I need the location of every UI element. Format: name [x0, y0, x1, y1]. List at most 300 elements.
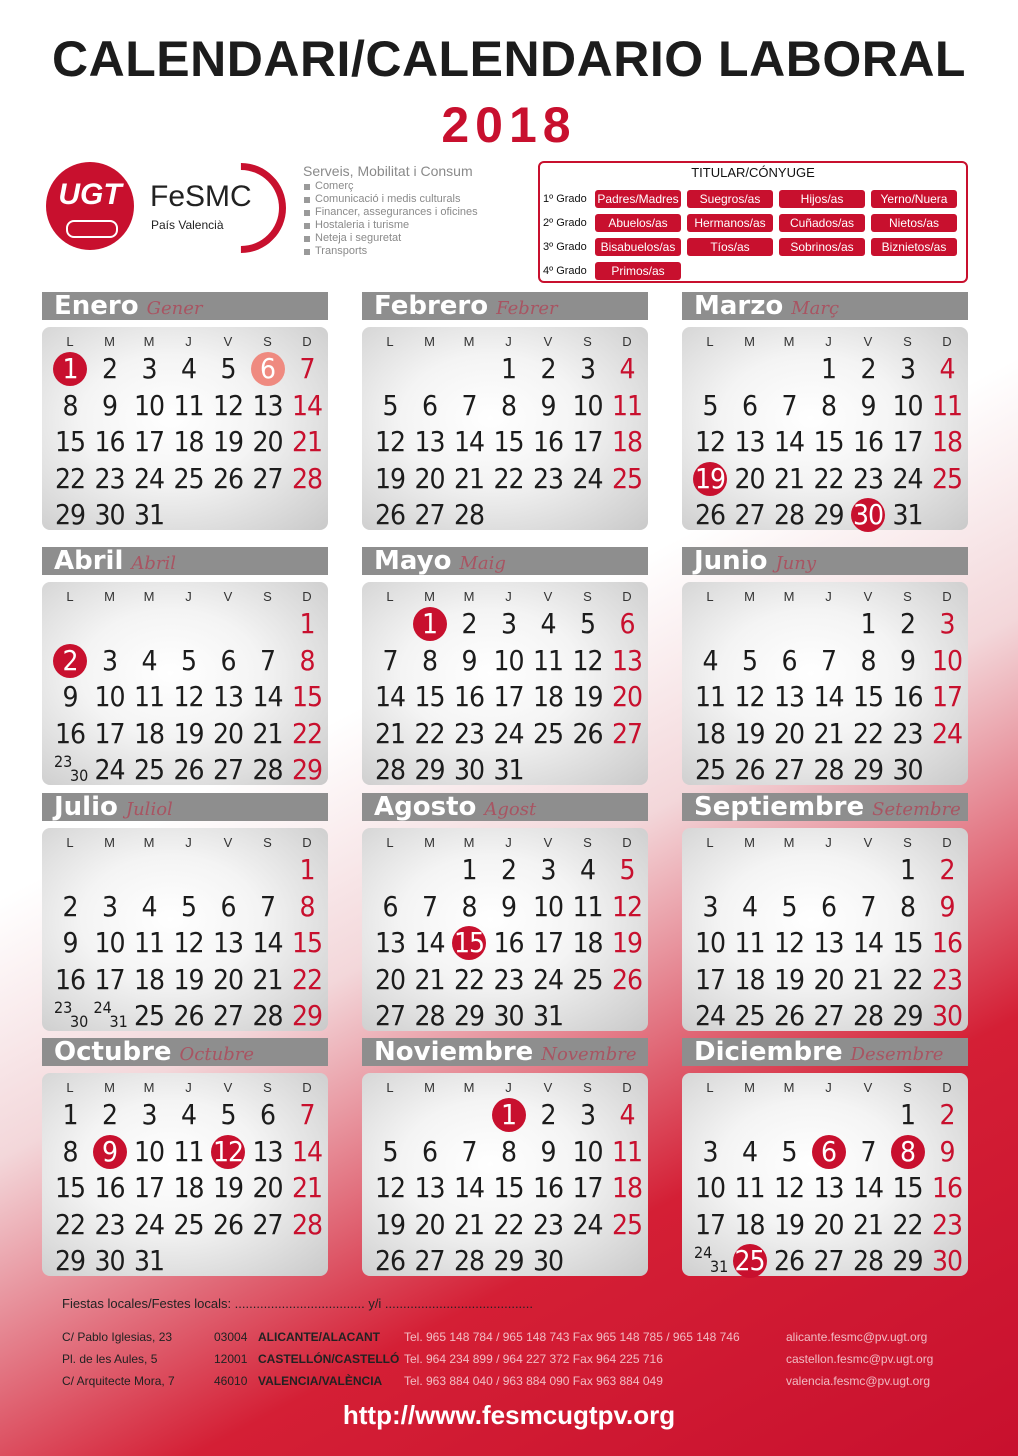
- day-cell: 17: [532, 926, 564, 959]
- day-cell: 15: [892, 1171, 923, 1204]
- weekday-label: D: [622, 589, 632, 604]
- weekday-label: L: [386, 589, 394, 604]
- day-cell: 13: [212, 926, 244, 959]
- day-cell: 30: [453, 753, 485, 786]
- day-cell: 21: [291, 425, 323, 458]
- day-cell: 22: [54, 1207, 86, 1241]
- sector-item: Neteja i seguretat: [303, 232, 478, 245]
- day-cell: 2: [939, 853, 955, 886]
- weekday-label: S: [903, 334, 912, 349]
- day-cell: 11: [734, 1171, 765, 1204]
- day-cell: 30: [931, 1244, 963, 1277]
- page-title: CALENDARI/CALENDARIO LABORAL: [52, 31, 966, 87]
- day-cell: 18: [532, 680, 564, 713]
- weekday-label: M: [104, 1080, 115, 1095]
- kinship-cell: Sobrinos/as: [779, 238, 865, 256]
- day-cell: 3: [141, 352, 157, 385]
- day-cell: 8: [860, 643, 876, 677]
- day-cell: 17: [94, 962, 125, 996]
- sector-item: Financer, assegurances i oficines: [303, 206, 478, 219]
- day-cell: 14: [852, 926, 884, 959]
- day-cell: 27: [414, 1244, 445, 1277]
- day-cell: 18: [133, 962, 165, 996]
- day-cell: 11: [694, 680, 726, 713]
- day-cell: 28: [813, 753, 844, 786]
- day-cell: 14: [291, 388, 323, 422]
- month-header: [42, 793, 328, 821]
- day-cell: 9: [899, 643, 916, 677]
- day-cell: 29: [453, 999, 485, 1032]
- day-cell: 19: [611, 926, 643, 959]
- day-cell: 27: [813, 1244, 844, 1277]
- month-diciembre: [682, 1038, 968, 1278]
- day-cell: 2: [101, 1098, 118, 1131]
- holiday-day: 12: [208, 1134, 248, 1170]
- day-cell: 10: [892, 388, 923, 422]
- weekday-label: J: [505, 1080, 512, 1095]
- day-cell: 26: [773, 999, 805, 1032]
- day-cell: 26: [374, 1244, 406, 1277]
- month-name-es: Noviembre: [374, 1037, 534, 1067]
- split-day-cell: 23 30: [54, 752, 89, 785]
- day-cell: 19: [173, 962, 204, 996]
- day-cell: 8: [299, 889, 315, 923]
- weekday-label: J: [825, 835, 832, 850]
- day-cell: 25: [173, 461, 204, 495]
- day-cell: 23: [532, 1207, 564, 1241]
- day-cell: 25: [133, 753, 165, 786]
- day-cell: 7: [382, 643, 398, 677]
- day-cell: 25: [931, 461, 963, 495]
- day-cell: 19: [374, 1207, 406, 1241]
- weekday-label: V: [223, 1080, 233, 1095]
- month-febrero: [362, 292, 648, 532]
- phone-text: Tel. 965 148 784 / 965 148 743 Fax 965 148 785 / 965 148 746: [404, 1330, 740, 1344]
- weekday-label: D: [302, 334, 312, 349]
- day-cell: 7: [860, 889, 876, 923]
- day-cell: 28: [852, 999, 884, 1032]
- kinship-grade-label: 2º Grado: [543, 217, 587, 229]
- day-cell: 18: [572, 926, 603, 959]
- day-cell: 15: [493, 425, 524, 458]
- holiday-day: 15: [449, 925, 489, 961]
- day-cell: 19: [773, 1207, 805, 1241]
- day-cell: 11: [572, 889, 603, 923]
- kinship-cell: Primos/as: [595, 262, 681, 280]
- day-cell: 2: [62, 889, 78, 923]
- day-cell: 26: [212, 1207, 244, 1241]
- day-cell: 2: [461, 607, 477, 640]
- day-cell: 2: [939, 1098, 955, 1131]
- day-cell: 4: [741, 889, 758, 923]
- weekday-label: L: [386, 835, 394, 850]
- email-text[interactable]: castellon.fesmc@pv.ugt.org: [786, 1352, 934, 1366]
- day-cell: 7: [259, 643, 276, 677]
- day-cell: 13: [414, 425, 445, 458]
- holiday-day: 9: [90, 1134, 130, 1170]
- day-cell: 10: [94, 680, 125, 713]
- day-cell: 11: [611, 1134, 643, 1168]
- day-cell: 19: [773, 962, 805, 996]
- weekday-label: L: [66, 334, 74, 349]
- weekday-label: M: [104, 835, 115, 850]
- month-header: [362, 1038, 648, 1066]
- day-cell: 23: [931, 1207, 963, 1241]
- day-cell: 18: [611, 425, 643, 458]
- day-cell: 26: [572, 716, 603, 750]
- weekday-label: V: [223, 334, 233, 349]
- month-name-va: Agost: [484, 799, 537, 820]
- day-cell: 17: [133, 1171, 165, 1204]
- day-cell: 14: [374, 680, 406, 713]
- phone-text: Tel. 964 234 899 / 964 227 372 Fax 964 225 716: [404, 1352, 663, 1366]
- day-cell: 15: [54, 1171, 86, 1204]
- kinship-cell: Hijos/as: [779, 190, 865, 208]
- weekday-label: D: [622, 1080, 632, 1095]
- day-cell: 23: [493, 962, 524, 996]
- day-cell: 17: [694, 962, 726, 996]
- day-cell: 10: [931, 643, 963, 677]
- weekday-label: M: [463, 835, 475, 850]
- kinship-cell: Tíos/as: [687, 238, 773, 256]
- weekday-label: J: [505, 589, 512, 604]
- kinship-cell: Padres/Madres: [595, 190, 681, 208]
- day-cell: 26: [694, 498, 726, 531]
- weekday-label: J: [505, 334, 512, 349]
- month-header: [682, 547, 968, 575]
- day-cell: 15: [414, 680, 445, 713]
- day-cell: 7: [259, 889, 276, 923]
- day-cell: 3: [141, 1098, 157, 1131]
- day-cell: 14: [773, 425, 805, 458]
- day-cell: 17: [572, 425, 603, 458]
- day-cell: 21: [453, 461, 485, 495]
- day-cell: 3: [899, 352, 916, 385]
- holiday-day: 2: [50, 643, 90, 679]
- month-name-va: Abril: [131, 553, 177, 574]
- day-cell: 13: [813, 1171, 844, 1204]
- day-cell: 31: [133, 498, 165, 531]
- day-cell: 27: [414, 498, 445, 531]
- day-cell: 6: [421, 1134, 438, 1168]
- day-cell: 18: [734, 962, 765, 996]
- day-cell: 8: [500, 388, 517, 422]
- month-header: [42, 1038, 328, 1066]
- day-cell: 5: [180, 889, 197, 923]
- weekday-label: M: [463, 334, 475, 349]
- weekday-label: S: [903, 589, 912, 604]
- day-cell: 6: [220, 889, 236, 923]
- day-cell: 1: [899, 853, 916, 886]
- day-cell: 12: [694, 425, 726, 458]
- day-cell: 23: [94, 1207, 125, 1241]
- email-text[interactable]: alicante.fesmc@pv.ugt.org: [786, 1330, 928, 1344]
- day-cell: 26: [611, 962, 643, 996]
- day-cell: 17: [892, 425, 923, 458]
- city-text: VALENCIA/VALÈNCIA: [258, 1374, 383, 1388]
- weekday-label: S: [583, 1080, 592, 1095]
- day-cell: 12: [572, 643, 603, 677]
- day-cell: 11: [133, 926, 165, 959]
- day-cell: 5: [781, 1134, 797, 1168]
- day-cell: 17: [94, 716, 125, 750]
- day-cell: 22: [291, 716, 323, 750]
- day-cell: 7: [299, 1098, 315, 1131]
- day-cell: 28: [414, 999, 445, 1032]
- day-cell: 22: [852, 716, 884, 750]
- day-cell: 9: [540, 1134, 556, 1168]
- day-cell: 13: [611, 643, 643, 677]
- kinship-cell: Nietos/as: [871, 214, 957, 232]
- sector-item: Comunicació i medis culturals: [303, 193, 478, 206]
- weekday-label: S: [263, 334, 272, 349]
- day-cell: 12: [773, 1171, 805, 1204]
- day-cell: 10: [694, 1171, 726, 1204]
- day-cell: 25: [133, 999, 165, 1032]
- weekday-label: L: [66, 1080, 74, 1095]
- day-cell: 18: [694, 716, 726, 750]
- month-agosto: [362, 793, 648, 1033]
- month-mayo: [362, 547, 648, 787]
- month-header: [362, 547, 648, 575]
- day-cell: 2: [540, 1098, 556, 1131]
- day-cell: 13: [374, 926, 406, 959]
- day-cell: 16: [54, 716, 86, 750]
- day-cell: 5: [382, 1134, 398, 1168]
- day-cell: 5: [579, 607, 596, 640]
- day-cell: 24: [133, 461, 165, 495]
- day-cell: 27: [374, 999, 406, 1032]
- day-cell: 25: [173, 1207, 204, 1241]
- weekday-label: V: [863, 835, 873, 850]
- kinship-cell: Biznietos/as: [871, 238, 957, 256]
- day-cell: 3: [101, 643, 118, 677]
- day-cell: 5: [702, 388, 718, 422]
- email-text[interactable]: valencia.fesmc@pv.ugt.org: [786, 1374, 931, 1388]
- month-header: [362, 292, 648, 320]
- holiday-day: 1: [410, 606, 450, 642]
- day-cell: 9: [62, 926, 78, 959]
- day-cell: 12: [374, 425, 406, 458]
- day-cell: 23: [931, 962, 963, 996]
- day-cell: 11: [173, 388, 204, 422]
- street-text: C/ Arquitecte Mora, 7: [62, 1374, 175, 1388]
- day-cell: 27: [252, 1207, 283, 1241]
- day-cell: 9: [461, 643, 477, 677]
- day-cell: 8: [500, 1134, 517, 1168]
- day-cell: 6: [781, 643, 797, 677]
- day-cell: 4: [619, 352, 635, 385]
- month-name: [54, 1037, 254, 1067]
- day-cell: 19: [572, 680, 603, 713]
- day-cell: 20: [252, 425, 283, 458]
- day-cell: 24: [694, 999, 726, 1032]
- day-cell: 24: [94, 753, 125, 786]
- month-header: [42, 292, 328, 320]
- weekday-label: D: [942, 835, 952, 850]
- month-header: [362, 793, 648, 821]
- day-cell: 10: [532, 889, 564, 923]
- weekday-label: J: [825, 334, 832, 349]
- day-cell: 7: [299, 352, 315, 385]
- day-cell: 26: [734, 753, 765, 786]
- day-cell: 6: [741, 388, 758, 422]
- weekday-label: M: [424, 589, 435, 604]
- day-cell: 29: [291, 999, 323, 1032]
- day-cell: 28: [291, 461, 323, 495]
- kinship-title: TITULAR/CÓNYUGE: [691, 165, 815, 180]
- handshake-icon: [66, 220, 118, 238]
- kinship-grade-label: 1º Grado: [543, 193, 587, 205]
- day-cell: 6: [820, 889, 837, 923]
- day-cell: 16: [453, 680, 485, 713]
- weekday-label: D: [302, 589, 312, 604]
- weekday-label: M: [744, 1080, 755, 1095]
- day-cell: 12: [212, 388, 244, 422]
- day-cell: 12: [773, 926, 805, 959]
- day-cell: 2: [500, 853, 517, 886]
- weekday-label: S: [263, 835, 272, 850]
- weekday-label: S: [583, 835, 592, 850]
- day-cell: 11: [133, 680, 165, 713]
- month-name-es: Mayo: [374, 546, 452, 576]
- month-noviembre: [362, 1038, 648, 1278]
- holiday-day: 1: [489, 1097, 529, 1133]
- day-cell: 16: [94, 425, 125, 458]
- day-cell: 9: [500, 889, 517, 923]
- day-cell: 23: [532, 461, 564, 495]
- weekday-label: S: [263, 589, 272, 604]
- day-cell: 20: [252, 1171, 283, 1204]
- day-cell: 21: [813, 716, 844, 750]
- day-cell: 1: [820, 352, 837, 385]
- day-cell: 3: [540, 853, 556, 886]
- day-cell: 1: [299, 853, 315, 886]
- month-name-va: Juliol: [125, 799, 173, 820]
- day-cell: 9: [939, 889, 955, 923]
- day-cell: 4: [540, 607, 556, 640]
- day-cell: 21: [852, 962, 884, 996]
- day-cell: 13: [773, 680, 805, 713]
- day-cell: 16: [892, 680, 923, 713]
- month-name-es: Octubre: [54, 1037, 172, 1067]
- day-cell: 21: [252, 962, 283, 996]
- weekday-label: D: [942, 1080, 952, 1095]
- day-cell: 20: [212, 716, 244, 750]
- website-url[interactable]: http://www.fesmcugtpv.org: [342, 1400, 676, 1430]
- weekday-label: V: [543, 589, 553, 604]
- day-cell: 25: [572, 962, 603, 996]
- day-cell: 10: [572, 388, 603, 422]
- weekday-label: S: [263, 1080, 272, 1095]
- weekday-label: V: [543, 835, 553, 850]
- day-cell: 29: [54, 1244, 86, 1277]
- day-cell: 27: [773, 753, 805, 786]
- day-cell: 1: [299, 607, 315, 640]
- sector-item: Hostaleria i turisme: [303, 219, 478, 232]
- month-name: [54, 291, 202, 321]
- day-cell: 6: [619, 607, 635, 640]
- sectors-list: [303, 163, 478, 258]
- logo-arc-icon: [177, 144, 304, 271]
- day-cell: 26: [374, 498, 406, 531]
- weekday-label: D: [622, 835, 632, 850]
- kinship-grade-label: 4º Grado: [543, 265, 587, 277]
- month-name-es: Septiembre: [694, 792, 865, 822]
- fesmc-name: FeSMC: [150, 180, 252, 213]
- month-name-va: Maig: [459, 553, 506, 574]
- day-cell: 12: [611, 889, 643, 923]
- day-cell: 24: [572, 461, 603, 495]
- month-header: [42, 547, 328, 575]
- day-cell: 29: [54, 498, 86, 531]
- day-cell: 27: [252, 461, 283, 495]
- month-name-va: Octubre: [179, 1044, 254, 1065]
- year-label: 2018: [441, 97, 577, 153]
- day-cell: 19: [374, 461, 406, 495]
- day-cell: 20: [611, 680, 643, 713]
- day-cell: 2: [101, 352, 118, 385]
- day-cell: 29: [852, 753, 884, 786]
- day-cell: 14: [252, 680, 283, 713]
- day-cell: 9: [62, 680, 78, 713]
- holiday-day: 30: [848, 497, 888, 533]
- split-day-cell: 23 30: [54, 998, 89, 1031]
- day-cell: 2: [540, 352, 556, 385]
- weekday-label: L: [706, 835, 714, 850]
- day-cell: 28: [374, 753, 406, 786]
- month-name-es: Junio: [694, 546, 768, 576]
- kinship-cell: Hermanos/as: [687, 214, 773, 232]
- day-cell: 3: [101, 889, 118, 923]
- day-cell: 11: [173, 1134, 204, 1168]
- day-cell: 17: [133, 425, 165, 458]
- day-cell: 26: [773, 1244, 805, 1277]
- day-cell: 3: [500, 607, 517, 640]
- day-cell: 18: [173, 425, 204, 458]
- day-cell: 14: [414, 926, 445, 959]
- weekday-label: M: [143, 1080, 155, 1095]
- day-cell: 7: [781, 388, 797, 422]
- day-cell: 18: [133, 716, 165, 750]
- day-cell: 27: [212, 999, 244, 1032]
- day-cell: 6: [382, 889, 398, 923]
- month-name: [374, 291, 558, 321]
- day-cell: 24: [892, 461, 923, 495]
- day-cell: 16: [852, 425, 884, 458]
- day-cell: 7: [461, 1134, 477, 1168]
- day-cell: 16: [532, 1171, 564, 1204]
- weekday-label: M: [424, 835, 435, 850]
- day-cell: 18: [734, 1207, 765, 1241]
- day-cell: 4: [939, 352, 955, 385]
- month-name-va: Desembre: [850, 1044, 944, 1065]
- weekday-label: M: [783, 1080, 795, 1095]
- weekday-label: L: [66, 589, 74, 604]
- weekday-label: J: [185, 835, 192, 850]
- day-cell: 8: [820, 388, 837, 422]
- weekday-label: V: [223, 589, 233, 604]
- day-cell: 8: [62, 1134, 78, 1168]
- day-cell: 14: [291, 1134, 323, 1168]
- day-cell: 22: [892, 1207, 923, 1241]
- day-cell: 15: [291, 680, 323, 713]
- day-cell: 28: [252, 999, 283, 1032]
- phone-text: Tel. 963 884 040 / 963 884 090 Fax 963 884 049: [404, 1374, 663, 1388]
- day-cell: 4: [741, 1134, 758, 1168]
- day-cell: 8: [421, 643, 438, 677]
- month-name-va: Setembre: [872, 799, 961, 820]
